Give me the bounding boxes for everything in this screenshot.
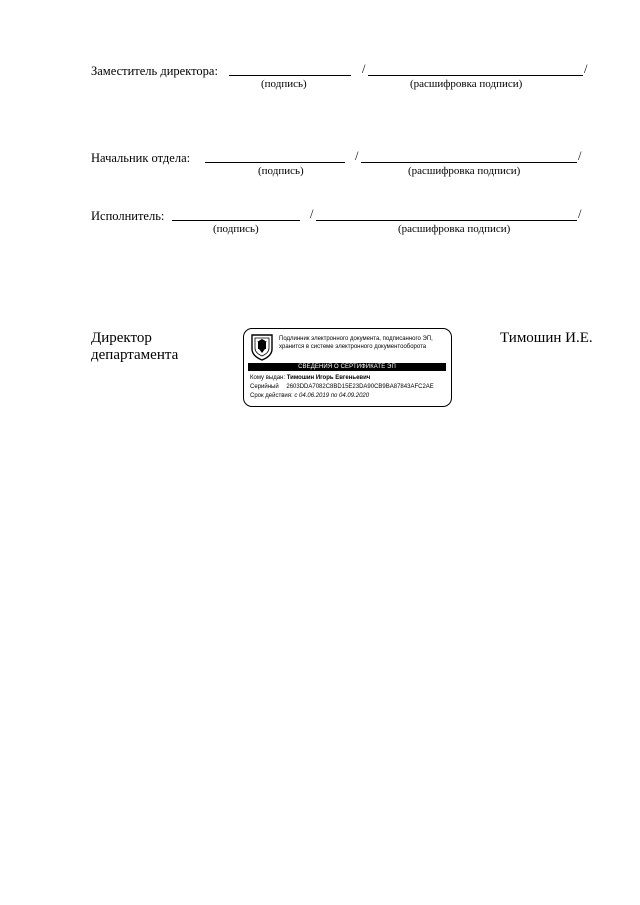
head-signature-caption: (подпись)	[258, 165, 304, 177]
head-slash-right: /	[578, 149, 582, 163]
deputy-decode-line	[368, 75, 583, 76]
executor-signature-line	[172, 220, 300, 221]
executor-slash-right: /	[578, 207, 582, 221]
stamp-serial	[250, 383, 434, 391]
stamp-validity	[250, 392, 369, 400]
head-signature-line	[205, 162, 345, 163]
deputy-signature-line	[229, 75, 351, 76]
stamp-issued-to	[250, 374, 370, 382]
executor-decode-line	[316, 220, 577, 221]
stamp-header-line1: Подлинник электронного документа, подписанного ЭП,	[279, 336, 433, 342]
stamp-issued-to-value: Тимошин Игорь Евгеньевич	[286, 375, 371, 381]
deputy-slash-right: /	[584, 62, 588, 76]
stamp-issued-to-label: Кому выдан:	[250, 375, 286, 381]
deputy-slash-left: /	[362, 62, 366, 76]
director-title-line2: департамента	[91, 347, 179, 363]
executor-signature-caption: (подпись)	[213, 223, 259, 235]
stamp-validity-value: с 04.06.2019 по 04.09.2020	[294, 393, 370, 399]
stamp-header-line2: хранится в системе электронного документооборота	[279, 344, 427, 350]
director-name: Тимошин И.Е.	[500, 330, 593, 346]
executor-label: Исполнитель:	[91, 209, 165, 223]
stamp-serial-value: 2603DDA7082C8BD15E23DA90CB9BA87843AFC2AE	[286, 384, 434, 390]
executor-decode-caption: (расшифровка подписи)	[398, 223, 511, 235]
director-title-line1: Директор	[91, 330, 152, 346]
deputy-director-label: Заместитель директора:	[91, 64, 218, 78]
stamp-serial-label: Серийный	[250, 384, 279, 390]
head-of-department-label: Начальник отдела:	[91, 151, 191, 165]
stamp-validity-label: Срок действия:	[250, 393, 293, 399]
head-decode-caption: (расшифровка подписи)	[408, 165, 521, 177]
stamp-header	[279, 335, 433, 351]
electronic-signature-stamp	[243, 328, 452, 407]
deputy-decode-caption: (расшифровка подписи)	[410, 78, 523, 90]
stamp-certificate-bar: СВЕДЕНИЯ О СЕРТИФИКАТЕ ЭП	[248, 363, 446, 371]
coat-of-arms-icon	[250, 333, 274, 361]
head-slash-left: /	[355, 149, 359, 163]
head-decode-line	[361, 162, 577, 163]
deputy-signature-caption: (подпись)	[261, 78, 307, 90]
executor-slash-left: /	[310, 207, 314, 221]
